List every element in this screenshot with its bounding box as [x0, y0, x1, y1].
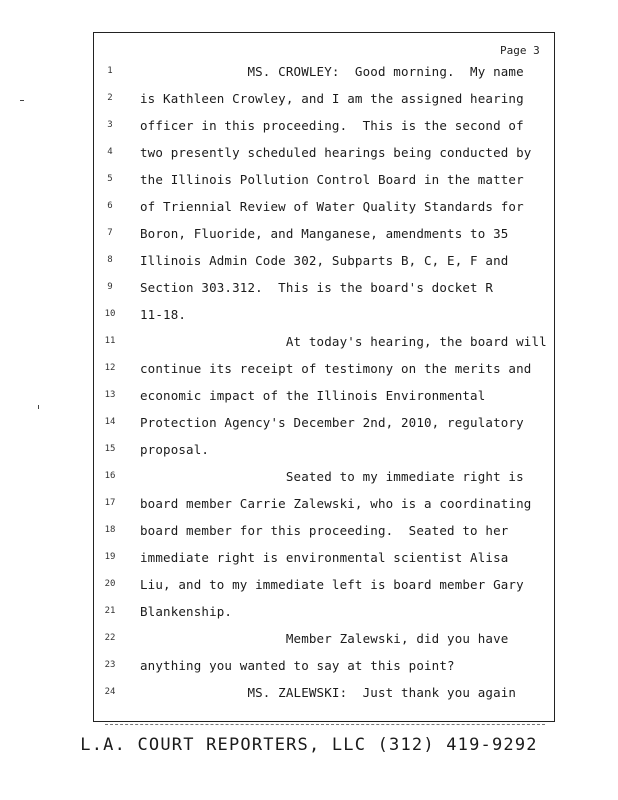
- line-number: 7: [107, 228, 113, 238]
- line-number: 5: [107, 174, 113, 184]
- line-number: 24: [104, 687, 116, 697]
- line-text: immediate right is environmental scientist Alisa: [140, 550, 509, 565]
- transcript-line: [0, 89, 618, 109]
- line-text: proposal.: [140, 442, 210, 457]
- scan-artifact-line: [105, 724, 545, 727]
- line-text: of Triennial Review of Water Quality Standards for: [140, 199, 524, 214]
- transcript-line: [0, 575, 618, 595]
- transcript-line: [0, 359, 618, 379]
- page-number: Page 3: [500, 44, 540, 57]
- transcript-line: [0, 440, 618, 460]
- line-number: 6: [107, 201, 113, 211]
- line-number: 4: [107, 147, 113, 157]
- line-text: 11-18.: [140, 307, 187, 322]
- transcript-line: [0, 386, 618, 406]
- line-text: Liu, and to my immediate left is board member Gary: [140, 577, 524, 592]
- transcript-line: [0, 197, 618, 217]
- line-text: the Illinois Pollution Control Board in the matter: [140, 172, 524, 187]
- line-number: 22: [104, 633, 116, 643]
- line-text: two presently scheduled hearings being conducted by: [140, 145, 532, 160]
- line-text: is Kathleen Crowley, and I am the assigned hearing: [140, 91, 524, 106]
- line-number: 19: [104, 552, 116, 562]
- transcript-line: [0, 494, 618, 514]
- transcript-line: [0, 170, 618, 190]
- transcript-line: [0, 224, 618, 244]
- line-number: 23: [104, 660, 116, 670]
- line-text: continue its receipt of testimony on the merits and: [140, 361, 532, 376]
- line-number: 14: [104, 417, 116, 427]
- line-number: 16: [104, 471, 116, 481]
- line-text: Blankenship.: [140, 604, 233, 619]
- court-reporter-footer: L.A. COURT REPORTERS, LLC (312) 419-9292: [80, 735, 538, 755]
- line-number: 3: [107, 120, 113, 130]
- line-text: officer in this proceeding. This is the second of: [140, 118, 524, 133]
- transcript-line: [0, 278, 618, 298]
- line-text: board member Carrie Zalewski, who is a coordinating: [140, 496, 532, 511]
- line-text: board member for this proceeding. Seated to her: [140, 523, 509, 538]
- line-text: Seated to my immediate right is: [140, 469, 524, 484]
- transcript-line: [0, 62, 618, 82]
- line-number: 12: [104, 363, 116, 373]
- transcript-line: [0, 143, 618, 163]
- line-text: Member Zalewski, did you have: [140, 631, 509, 646]
- line-number: 8: [107, 255, 113, 265]
- line-text: Boron, Fluoride, and Manganese, amendments to 35: [140, 226, 509, 241]
- transcript-line: [0, 251, 618, 271]
- transcript-line: [0, 521, 618, 541]
- line-number: 21: [104, 606, 116, 616]
- line-number: 20: [104, 579, 116, 589]
- line-number: 10: [104, 309, 116, 319]
- transcript-line: [0, 467, 618, 487]
- transcript-line: [0, 602, 618, 622]
- transcript-line: [0, 683, 618, 703]
- line-number: 17: [104, 498, 116, 508]
- line-number: 2: [107, 93, 113, 103]
- line-text: economic impact of the Illinois Environmental: [140, 388, 486, 403]
- transcript-line: [0, 629, 618, 649]
- line-text: Illinois Admin Code 302, Subparts B, C, E, F and: [140, 253, 509, 268]
- line-number: 13: [104, 390, 116, 400]
- line-text: MS. ZALEWSKI: Just thank you again: [140, 685, 517, 700]
- transcript-line: [0, 332, 618, 352]
- line-number: 9: [107, 282, 113, 292]
- transcript-line: [0, 305, 618, 325]
- transcript-line: [0, 656, 618, 676]
- line-number: 1: [107, 66, 113, 76]
- line-text: Protection Agency's December 2nd, 2010, regulatory: [140, 415, 524, 430]
- line-number: 18: [104, 525, 116, 535]
- line-number: 15: [104, 444, 116, 454]
- transcript-line: [0, 413, 618, 433]
- line-text: anything you wanted to say at this point?: [140, 658, 455, 673]
- line-number: 11: [104, 336, 116, 346]
- line-text: MS. CROWLEY: Good morning. My name: [140, 64, 524, 79]
- transcript-line: [0, 116, 618, 136]
- line-text: Section 303.312. This is the board's docket R: [140, 280, 494, 295]
- transcript-line: [0, 548, 618, 568]
- line-text: At today's hearing, the board will: [140, 334, 547, 349]
